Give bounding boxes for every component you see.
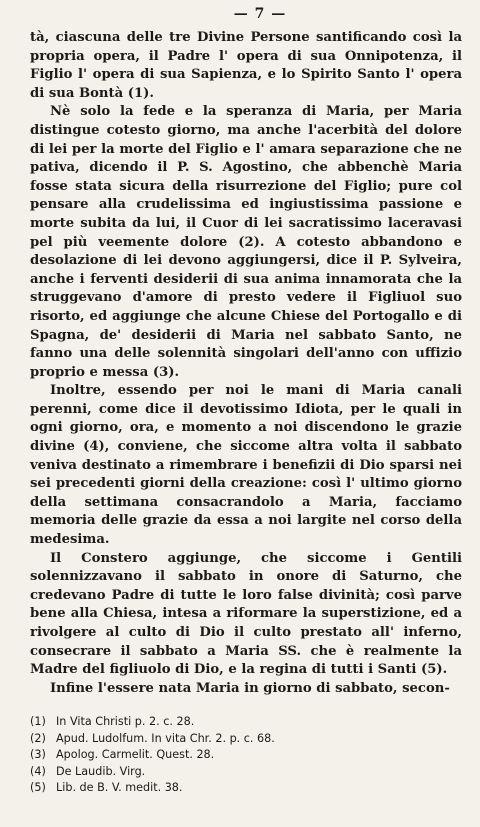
footnote-text: In Vita Christi p. 2. c. 28.	[56, 715, 195, 729]
footnote-5	[30, 780, 462, 796]
footnote-mark: (4)	[30, 764, 46, 778]
footnote-text: Apolog. Carmelit. Quest. 28.	[56, 748, 215, 762]
body-text	[30, 29, 462, 698]
footnotes	[30, 714, 462, 796]
footnote-3	[30, 747, 462, 763]
paragraph-5: Infine l'essere nata Maria in giorno di sabbato, secon-	[50, 680, 450, 696]
footnote-text: Apud. Ludolfum. In vita Chr. 2. p. c. 68.	[56, 731, 275, 745]
footnote-1	[30, 714, 462, 730]
paragraph-3: Inoltre, essendo per noi le mani di Maria canali perenni, come dice il devotissimo Idiota, per le quali in ogni giorno, ora, e momento a noi discendono le grazie divine (4), conviene, che siccome altra volta il sabbato veniva destinato a rimembrare i benefizii di Dio sparsi nei sei precedenti giorni della creazione: così l' ultimo giorno della settimana consacrandolo a Maria, facciamo memoria delle grazie da essa a noi largite nel corso della medesima.	[30, 383, 462, 548]
footnote-mark: (5)	[30, 781, 46, 794]
paragraph-1: tà, ciascuna delle tre Divine Persone santificando così la propria opera, il Padre l' opera di sua Onnipotenza, il Figlio l' opera di sua Sapienza, e lo Spirito Santo l' opera di sua Bontà (1).	[30, 30, 462, 101]
footnote-text: De Laudib. Virg.	[56, 764, 146, 778]
paragraph-2: Nè solo la fede e la speranza di Maria, per Maria distingue cotesto giorno, ma anche l'acerbità del dolore di lei per la morte del Figlio e l' amara separazione che ne pativa, dicendo il P. S. Agostino, che abbenchè Maria fosse stata sicura della risurrezione del Figlio; pure col pensare alla crudelissima ed ingiustissima passione e morte subita da lui, il Cuor di lei sacratissimo laceravasi pel più veemente dolore (2). A cotesto abbandono e desolazione di lei devono aggiungersi, dice il P. Sylveira, anche i ferventi desiderii di sua anima innamorata che la struggevano d'amore di presto vedere il Figliuol suo risorto, ed aggiunge che alcune Chiese del Portogallo e di Spagna, de' desiderii di Maria nel sabbato Santo, ne fanno una delle solennità singolari dell'anno con uffizio proprio e messa (3).	[30, 104, 462, 380]
footnote-mark: (3)	[30, 748, 46, 762]
footnote-mark: (2)	[30, 731, 46, 745]
footnote-4	[30, 764, 462, 780]
footnote-2	[30, 731, 462, 747]
footnote-text: Lib. de B. V. medit. 38.	[56, 781, 183, 794]
paragraph-4: Il Constero aggiunge, che siccome i Gentili solennizzavano il sabbato in onore di Saturno, che credevano Padre di tutte le loro false divinità; così parve bene alla Chiesa, intesa a riformare la superstizione, ed a rivolgere al culto di Dio il culto prestato all' inferno, consecrare il sabbato a Maria SS. che è realmente la Madre del figliuolo di Dio, e la regina di tutti i Santi (5).	[30, 550, 462, 678]
page-number: — 7 —	[233, 6, 287, 22]
footnote-mark: (1)	[30, 715, 46, 729]
